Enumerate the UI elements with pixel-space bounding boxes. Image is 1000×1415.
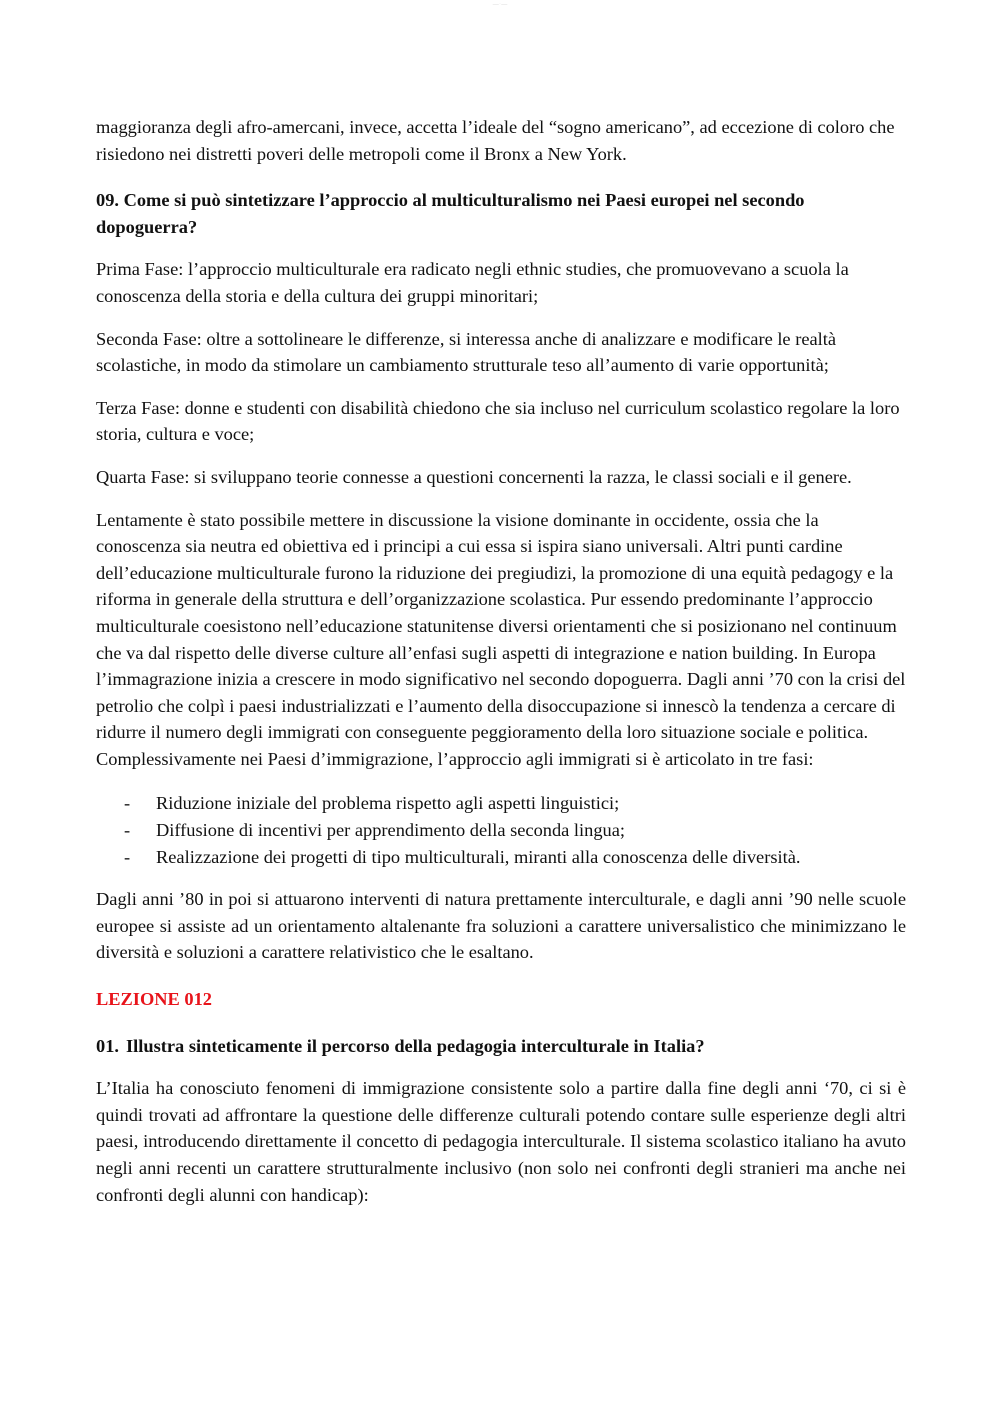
- list-item-text: Diffusione di incentivi per apprendimento della seconda lingua;: [156, 820, 625, 841]
- italy-intercultural-paragraph: L’Italia ha conosciuto fenomeni di immigrazione consistente solo a partire dalla fine degli anni ‘70, ci si è quindi trovati ad affrontare la questione delle differenze culturali potendo contare sulle esperienze degli altri paesi, introducendo direttamente il concetto di pedagogia interculturale. Il sistema scolastico italiano ha avuto negli anni recenti un carattere strutturalmente inclusivo (non solo nei confronti degli stranieri ma anche nei confronti degli alunni con handicap):: [96, 1078, 906, 1205]
- page-header-mark: —— · ——: [492, 2, 508, 6]
- list-item: [96, 844, 906, 871]
- lesson-heading: LEZIONE 012: [96, 989, 212, 1010]
- three-phases-list: [96, 790, 906, 870]
- phase-4-paragraph: Quarta Fase: si sviluppano teorie connesse a questioni concernenti la razza, le classi sociali e il genere.: [96, 466, 852, 487]
- list-bullet: -: [124, 846, 131, 867]
- question-01-heading: [96, 1033, 906, 1060]
- question-text: Illustra sinteticamente il percorso della pedagogia interculturale in Italia?: [126, 1035, 705, 1056]
- intercultural-80s-paragraph: Dagli anni ’80 in poi si attuarono interventi di natura prettamente interculturale, e dagli anni ’90 nelle scuole europee si assiste ad un orientamento altalenante fra soluzioni a carattere universalistico che minimizzano le diversità e soluzioni a carattere relativistico che le esaltano.: [96, 889, 906, 963]
- list-bullet: -: [124, 793, 131, 814]
- question-number: 01.: [96, 1035, 119, 1056]
- list-bullet: -: [124, 820, 131, 841]
- list-item-text: Riduzione iniziale del problema rispetto agli aspetti linguistici;: [156, 793, 620, 814]
- list-item: [96, 790, 906, 817]
- phase-2-paragraph: Seconda Fase: oltre a sottolineare le differenze, si interessa anche di analizzare e modificare le realtà scolastiche, in modo da stimolare un cambiamento strutturale teso all’aumento di varie opportunità;: [96, 328, 837, 376]
- phase-1-paragraph: Prima Fase: l’approccio multiculturale era radicato negli ethnic studies, che promuovevano a scuola la conoscenza della storia e della cultura dei gruppi minoritari;: [96, 259, 849, 306]
- phase-3-paragraph: Terza Fase: donne e studenti con disabilità chiedono che sia incluso nel curriculum scolastico regolare la loro storia, cultura e voce;: [96, 397, 900, 445]
- intro-paragraph: maggioranza degli afro-amercani, invece, accetta l’ideale del “sogno americano”, ad eccezione di coloro che risiedono nei distretti poveri delle metropoli come il Bronx a New York.: [96, 117, 895, 164]
- list-item: [96, 817, 906, 844]
- multicultural-approach-paragraph: Lentamente è stato possibile mettere in discussione la visione dominante in occidente, ossia che la conoscenza sia neutra ed obiettiva ed i principi a cui essa si ispira siano universali. Altri punti cardine dell’educazione multiculturale furono la riduzione dei pregiudizi, la promozione di una equità pedagogy e la riforma in generale della struttura e dell’organizzazione scolastica. Pur essendo predominante l’approccio multiculturale coesistono nell’educazione statunitense diversi orientamenti che si posizionano nel continuum che va dal rispetto delle diverse culture all’enfasi sugli aspetti di integrazione e nation building. In Europa l’immagrazione inizia a crescere in modo significativo nel secondo dopoguerra. Dagli anni ’70 con la crisi del petrolio che colpì i paesi industrializzati e l’aumento della disoccupazione si innescò la tendenza a cercare di ridurre il numero degli immigrati con conseguente peggioramento della loro situazione sociale e politica. Complessivamente nei Paesi d’immigrazione, l’approccio agli immigrati si è articolato in tre fasi:: [96, 509, 906, 769]
- list-item-text: Realizzazione dei progetti di tipo multiculturali, miranti alla conoscenza delle diversità.: [156, 846, 801, 867]
- question-09-heading: 09. Come si può sintetizzare l’approccio al multiculturalismo nei Paesi europei nel secondo dopoguerra?: [96, 190, 805, 237]
- document-page: [96, 114, 906, 1208]
